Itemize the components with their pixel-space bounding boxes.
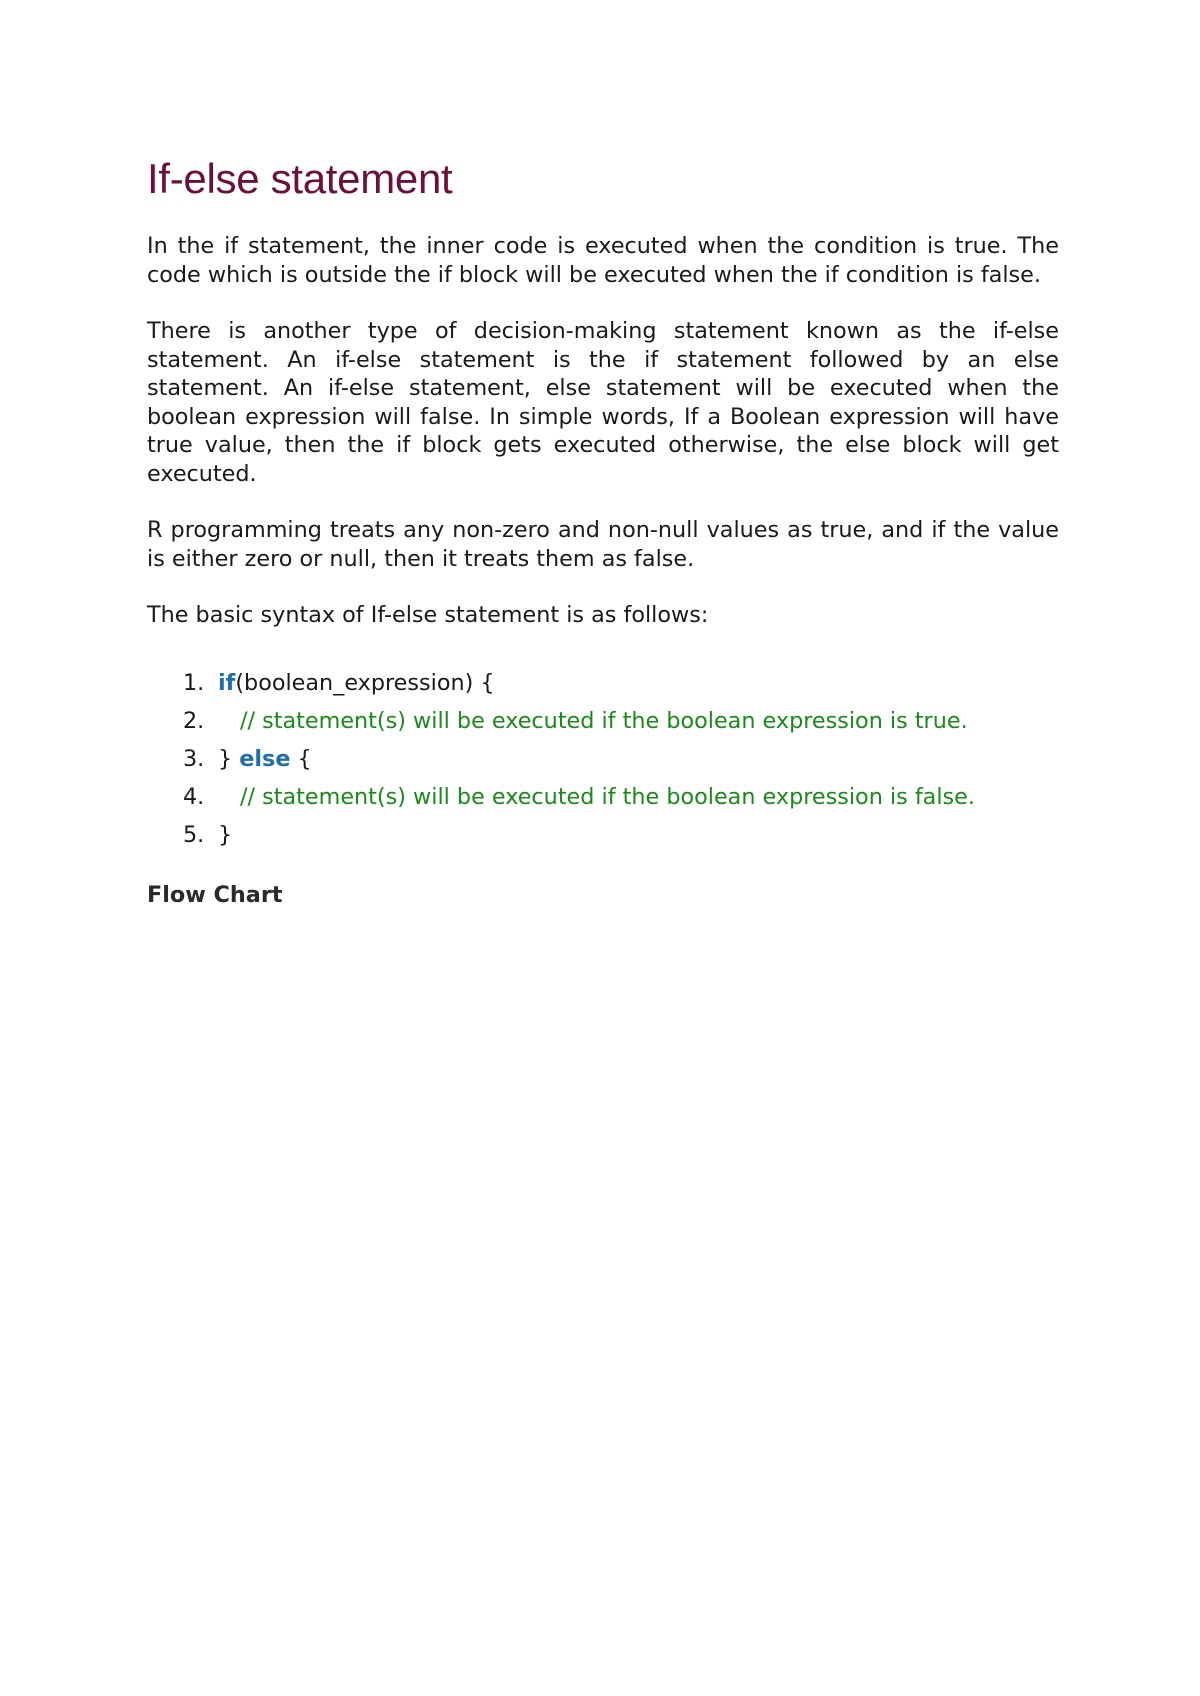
code-line bbox=[147, 702, 1059, 740]
paragraph-if-else-description: There is another type of decision-making statement known as the if-else statement. An if-else statement is the if statement followed by an else statement. An if-else statement, else statement will be executed when the boolean expression will false. In simple words, If a Boolean expression will have true value, then the if block gets executed otherwise, the else block will get executed. bbox=[147, 318, 1059, 487]
code-comment: // statement(s) will be executed if the boolean expression is false. bbox=[240, 783, 975, 810]
keyword-else: else bbox=[239, 745, 291, 772]
code-line bbox=[147, 778, 1059, 816]
code-block bbox=[147, 664, 1059, 854]
code-text: } bbox=[218, 745, 240, 772]
line-number: 3. bbox=[183, 745, 205, 772]
line-number: 4. bbox=[183, 783, 205, 810]
code-line bbox=[147, 664, 1059, 702]
section-heading-flow-chart: Flow Chart bbox=[147, 881, 283, 908]
code-text: (boolean_expression) { bbox=[235, 669, 495, 696]
line-number: 1. bbox=[183, 669, 205, 696]
keyword-if: if bbox=[218, 669, 236, 696]
code-text: } bbox=[218, 821, 233, 848]
paragraph-syntax-intro: The basic syntax of If-else statement is as follows: bbox=[147, 602, 709, 628]
document-content bbox=[147, 150, 1059, 910]
line-number: 5. bbox=[183, 821, 205, 848]
code-line bbox=[147, 816, 1059, 854]
line-number: 2. bbox=[183, 707, 205, 734]
paragraph-if-statement: In the if statement, the inner code is executed when the condition is true. The code which is outside the if block will be executed when the if condition is false. bbox=[147, 233, 1059, 288]
page-title: If-else statement bbox=[147, 155, 453, 202]
paragraph-truthiness: R programming treats any non-zero and non-null values as true, and if the value is either zero or null, then it treats them as false. bbox=[147, 517, 1059, 572]
code-comment: // statement(s) will be executed if the boolean expression is true. bbox=[240, 707, 968, 734]
code-line bbox=[147, 740, 1059, 778]
code-text: { bbox=[290, 745, 312, 772]
